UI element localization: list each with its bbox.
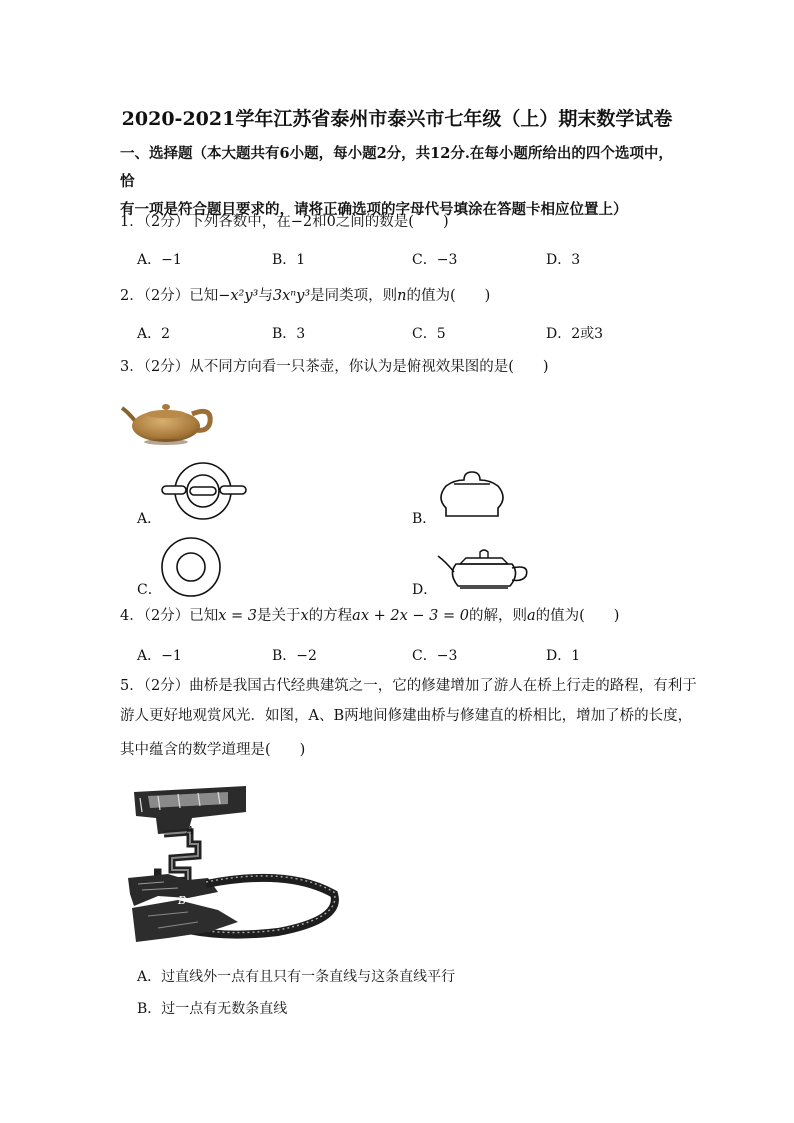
q4-equation: ax + 2x − 3 = 0 — [352, 608, 469, 624]
q2-prefix: 2．（2分）已知 — [120, 288, 219, 304]
q4-suffix: 的解，则 — [468, 608, 527, 624]
q1-option-d: D．3 — [546, 252, 581, 268]
q2-option-a: A．2 — [137, 326, 171, 342]
q2-expr1: −x²y³ — [218, 288, 259, 304]
q5-option-a: A．过直线外一点有且只有一条直线与这条直线平行 — [137, 969, 456, 985]
teapot-photo — [120, 392, 216, 446]
q2-var: n — [397, 288, 407, 304]
section-line-2: 有一项是符合题目要求的，请将正确选项的字母代号填涂在答题卡相应位置上） — [120, 201, 628, 218]
q3-option-b: B． — [412, 511, 437, 527]
bridge-label-a: A — [186, 824, 194, 837]
q1-option-a: A．−1 — [137, 252, 182, 268]
q4-option-a: A．−1 — [137, 648, 182, 664]
zigzag-bridge-photo — [128, 782, 348, 944]
q4-prefix: 4．（2分）已知 — [120, 608, 219, 624]
section-line-1: 一、选择题（本大题共有6小题，每小题2分，共12分.在每小题所给出的四个选项中，恰 — [120, 145, 673, 190]
q2-option-d: D．2或3 — [546, 326, 604, 342]
question-4-stem — [120, 606, 619, 626]
q4-option-d: D．1 — [546, 648, 581, 664]
q3-figure-c-ring — [158, 534, 224, 600]
q3-figure-b-side-view — [434, 468, 510, 522]
question-2-stem — [120, 286, 490, 306]
question-1-stem: 1．（2分）下列各数中，在−2和0之间的数是( ) — [120, 214, 449, 230]
question-5-line-1: 5．（2分）曲桥是我国古代经典建筑之一，它的修建增加了游人在桥上行走的路程，有利于 — [120, 678, 697, 694]
q4-var2: a — [526, 608, 536, 624]
q3-option-a: A． — [137, 511, 162, 527]
q4-cond: x = 3 — [218, 608, 257, 624]
q3-option-d: D． — [412, 582, 438, 598]
q4-option-b: B．−2 — [272, 648, 317, 664]
q2-end: 的值为( ) — [406, 288, 491, 304]
q3-option-c: C． — [137, 582, 162, 598]
question-5-line-3: 其中蕴含的数学道理是( ) — [120, 742, 306, 758]
q2-option-b: B．3 — [272, 326, 306, 342]
q2-option-c: C．5 — [412, 326, 446, 342]
q1-option-c: C．−3 — [412, 252, 458, 268]
q3-figure-a-top-view — [160, 459, 250, 523]
page-title: 2020-2021学年江苏省泰州市泰兴市七年级（上）期末数学试卷 — [121, 108, 673, 130]
question-3-stem: 3．（2分）从不同方向看一只茶壶，你认为是俯视效果图的是( ) — [120, 359, 549, 375]
q4-option-c: C．−3 — [412, 648, 458, 664]
q1-option-b: B．1 — [272, 252, 306, 268]
q4-end: 的值为( ) — [535, 608, 620, 624]
q2-suffix: 是同类项，则 — [310, 288, 398, 304]
bridge-label-b: B — [178, 894, 187, 907]
q4-mid: 是关于 — [256, 608, 301, 624]
q2-mid: 与 — [258, 288, 273, 304]
q4-mid2: 的方程 — [308, 608, 353, 624]
q5-option-b: B．过一点有无数条直线 — [137, 1001, 288, 1017]
q3-figure-d-front-view — [436, 542, 532, 594]
question-5-line-2: 游人更好地观赏风光．如图，A、B两地间修建曲桥与修建直的桥相比，增加了桥的长度， — [120, 708, 693, 724]
q2-expr2: 3xⁿy³ — [272, 288, 311, 304]
q4-var: x — [300, 608, 309, 624]
